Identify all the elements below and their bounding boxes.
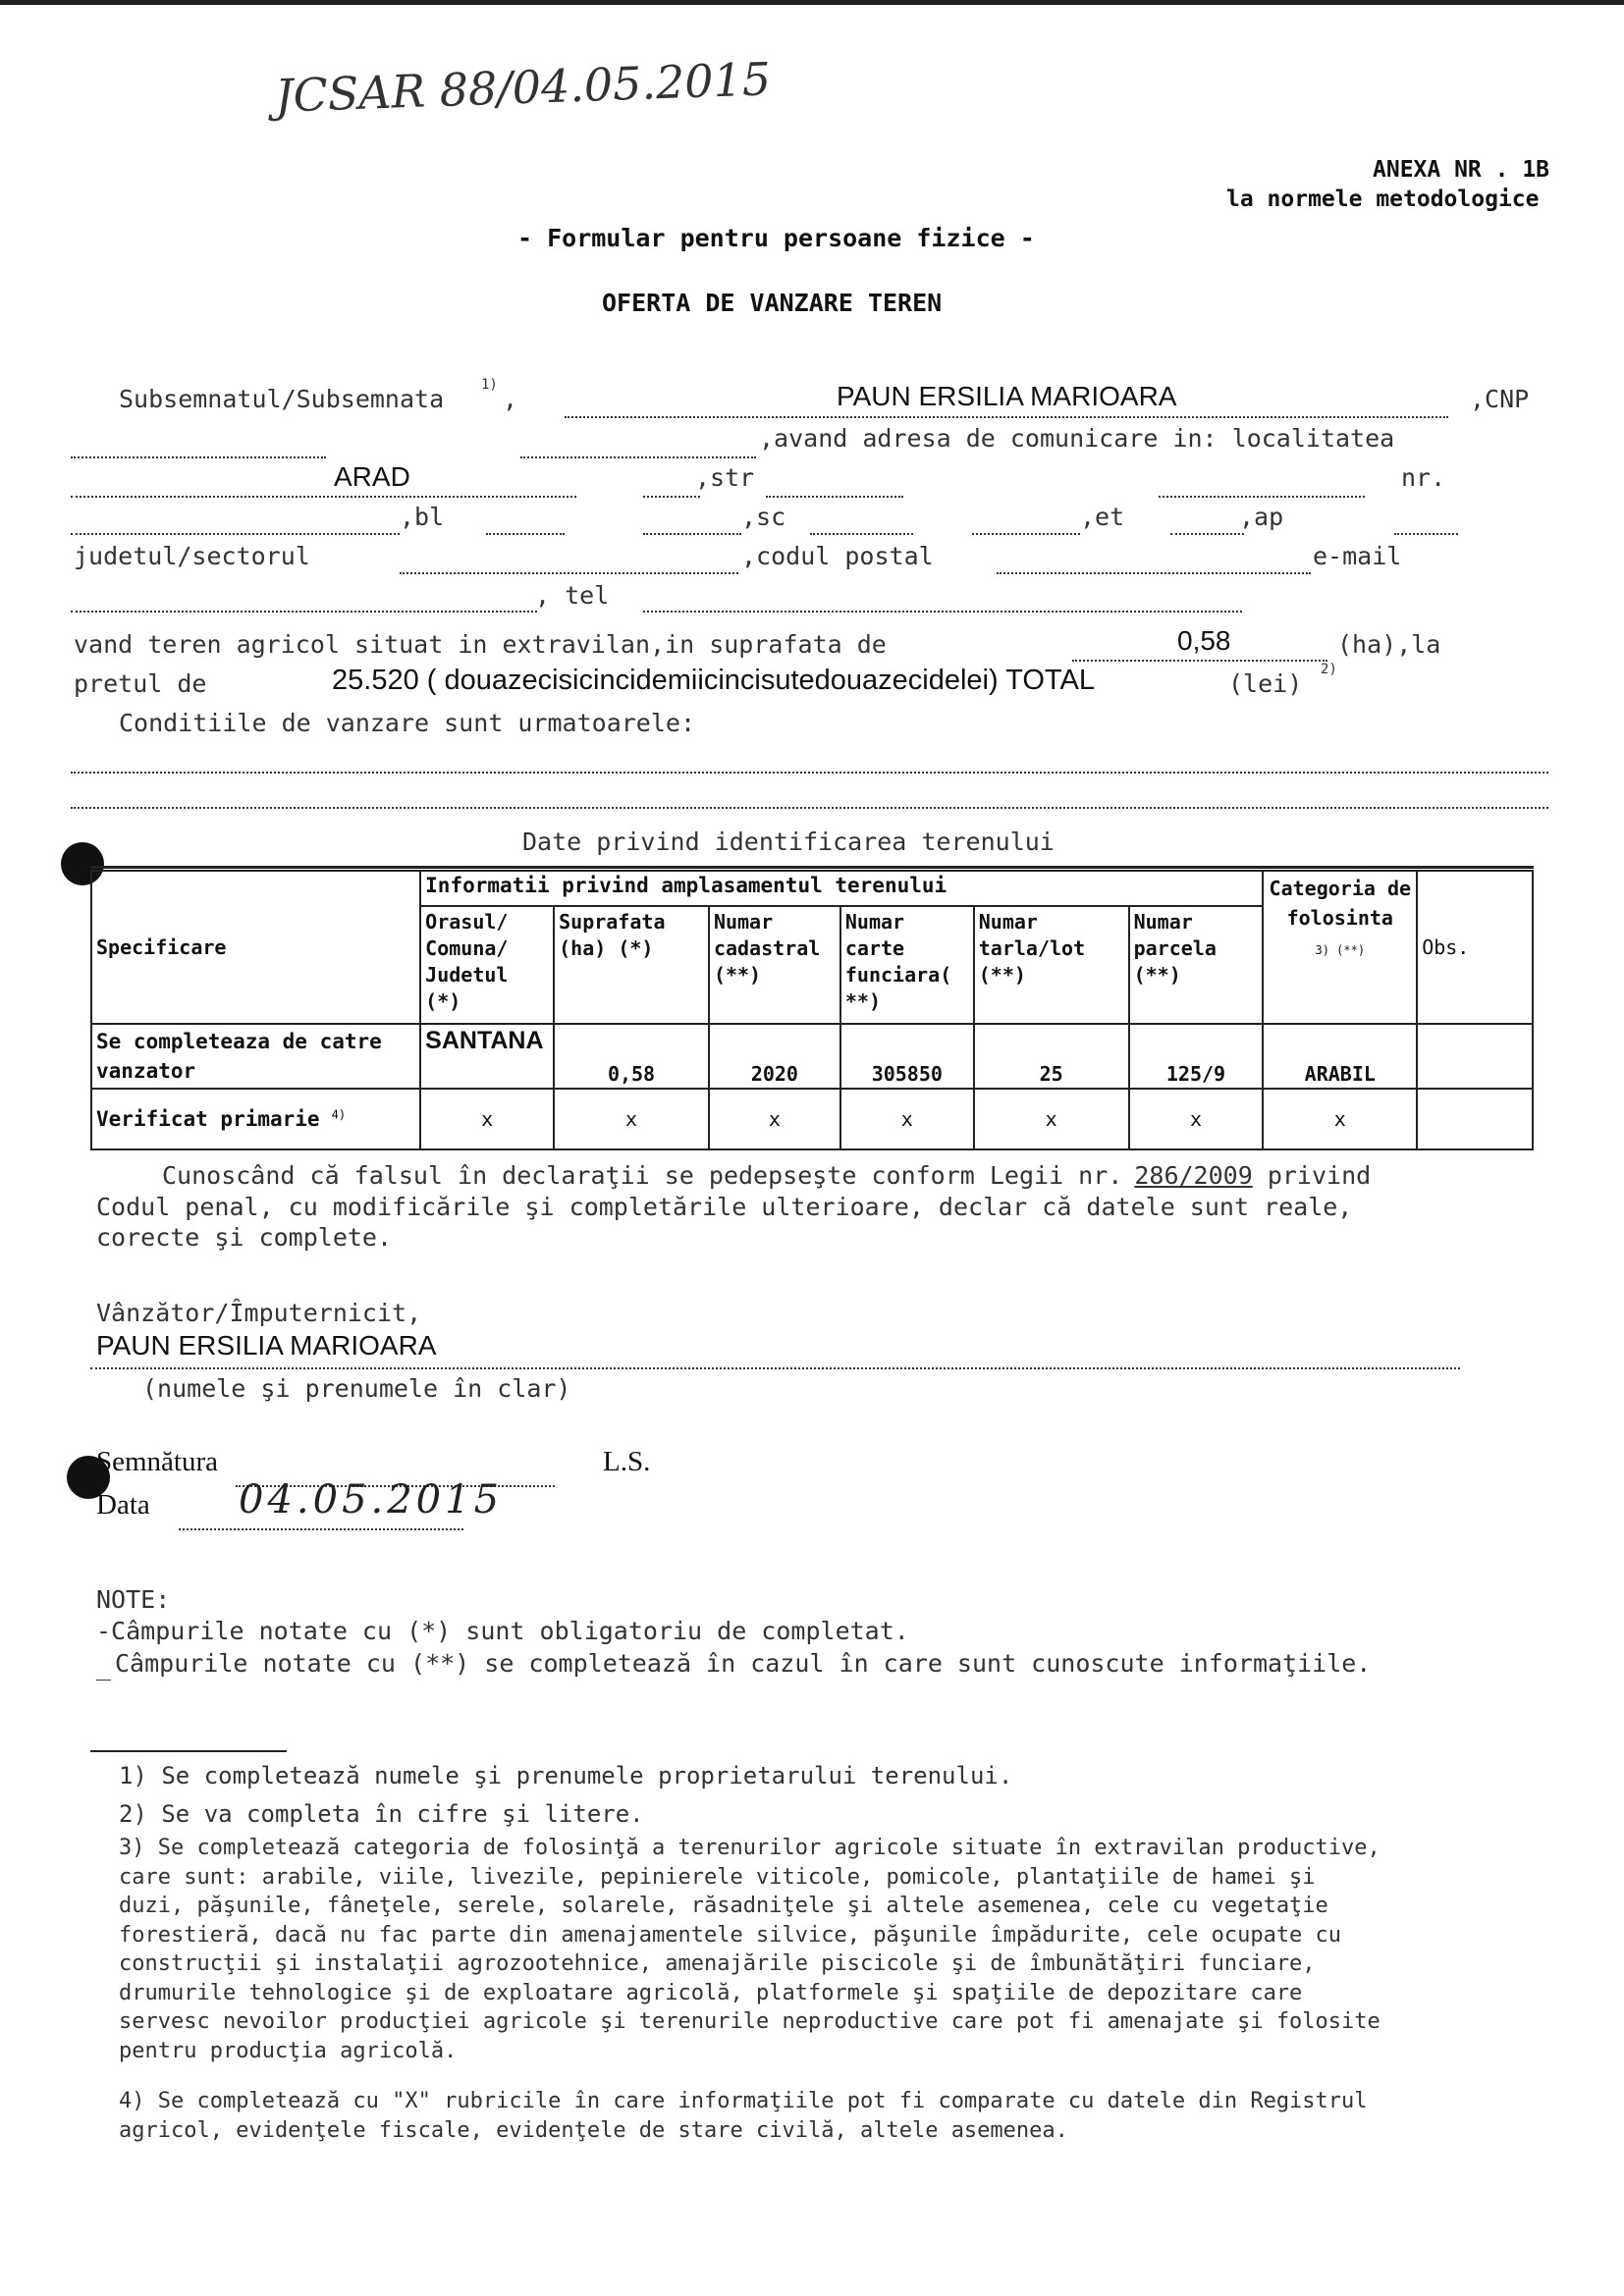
- area-field: 0,58: [1177, 625, 1231, 656]
- notes-title: NOTE:: [96, 1585, 171, 1614]
- registration-stamp: JCSAR 88/04.05.2015: [274, 52, 772, 123]
- locality-underline: [71, 496, 576, 498]
- cell-tarla: 25: [974, 1024, 1129, 1089]
- check-oras: x: [420, 1089, 554, 1149]
- cell-obs: [1417, 1024, 1533, 1089]
- row-primarie-label: Verificat primarie $^{4)}$: [91, 1089, 420, 1149]
- county-label: judetul/sectorul: [74, 542, 310, 570]
- signature-label: Semnătura: [96, 1446, 219, 1477]
- footnote-4: 4) Se completează cu "X" rubricile în care informaţiile pot fi comparate cu datele din Registrul agricol, evidenţele fiscale, evidenţele de stare civilă, altele asemenea.: [119, 2089, 1368, 2143]
- tel-label: , tel: [535, 581, 610, 610]
- ap-underline: [1394, 533, 1458, 535]
- note-optional-dash: _: [96, 1652, 112, 1681]
- postal-label: ,codul postal: [741, 542, 934, 570]
- date-label: Data: [96, 1489, 150, 1521]
- cell-carte: 305850: [840, 1024, 974, 1089]
- subsemnatul-label: Subsemnatul/Subsemnata: [119, 385, 445, 413]
- tel-underline: [643, 611, 1242, 613]
- cnp-label: ,CNP: [1470, 385, 1530, 413]
- check-tarla: x: [974, 1089, 1129, 1149]
- owner-name-underline: [565, 416, 1448, 418]
- et-underline: [1170, 533, 1244, 535]
- locality-field: ARAD: [334, 461, 410, 492]
- sc-underline: [810, 533, 913, 535]
- check-suprafata: x: [554, 1089, 709, 1149]
- footnote-1: 1) Se completează numele şi prenumele proprietarului terenului.: [119, 1762, 1013, 1789]
- str-label: ,str: [695, 463, 755, 492]
- check-obs: [1417, 1089, 1533, 1149]
- document-title: OFERTA DE VANZARE TEREN: [602, 289, 943, 317]
- seller-name-underline: [90, 1367, 1460, 1369]
- postal-underline: [997, 572, 1311, 574]
- conditions-line-1: [71, 772, 1548, 774]
- conditions-label: Conditiile de vanzare sunt urmatoarele:: [119, 709, 695, 737]
- cnp-underline: [71, 456, 326, 458]
- et-label: ,et: [1080, 503, 1125, 531]
- ls-label: L.S.: [603, 1446, 651, 1477]
- seller-name-field: PAUN ERSILIA MARIOARA: [96, 1330, 437, 1361]
- str-pre-underline: [643, 496, 700, 498]
- bl-label: ,bl: [400, 503, 445, 531]
- footnote-ref-2: 2): [1321, 662, 1337, 677]
- note-optional: Câmpurile notate cu (**) se completează în cazul în care sunt cunoscute informaţiile.: [115, 1649, 1372, 1678]
- law-number: 286/2009: [1134, 1161, 1253, 1190]
- annex-number: ANEXA NR . 1B: [1373, 157, 1550, 183]
- ap-label: ,ap: [1239, 503, 1284, 531]
- nr-underline: [71, 533, 400, 535]
- footnote-3: 3) Se completează categoria de folosinţă a terenurilor agricole situate în extravilan productive, care sunt: arabile, viile, livezile, pepinierele viticole, pomicole, plantaţiile de hamei şi duzi, păşunile, fâneţele, serele, solarele, răsadniţele şi altele asemenea, cele cu vegetaţie forestieră, dacă nu fac parte din amenajamentele silvice, păşunile împădurite, cele ocupate cu construcţii şi instalaţii agrozootehnice, amenajările piscicole şi de îmbunătăţiri funciare, drumurile tehnologice şi de exploatare agricolă, platformele şi spaţiile de depozitare care servesc nevoilor producţiei agricole şi terenurile neproductive care pot fi amenajate şi folosite pentru producţia agricolă.: [119, 1836, 1380, 2063]
- cell-cadastral: 2020: [709, 1024, 840, 1089]
- header-group: Informatii privind amplasamentul terenului: [420, 871, 1263, 906]
- email-label: e-mail: [1313, 542, 1402, 570]
- header-categoria: Categoria de folosinta 3) (**): [1263, 871, 1417, 1024]
- check-categoria: x: [1263, 1089, 1417, 1149]
- area-unit: (ha),la: [1337, 630, 1441, 659]
- price-label: pretul de: [74, 669, 207, 698]
- header-carte: Numar carte funciara( **): [840, 906, 974, 1024]
- check-parcela: x: [1129, 1089, 1264, 1149]
- sale-text: vand teren agricol situat in extravilan,in suprafata de: [74, 630, 887, 659]
- address-label: ,avand adresa de comunicare in: localitatea: [759, 424, 1395, 453]
- form-type: - Formular pentru persoane fizice -: [517, 224, 1035, 252]
- nr-label: nr.: [1401, 463, 1446, 492]
- comma-1: ,: [503, 385, 518, 413]
- table-top-rule: [90, 866, 1534, 869]
- et-pre-underline: [972, 533, 1080, 535]
- header-specificare: Specificare: [91, 871, 420, 1024]
- price-unit: (lei): [1228, 669, 1303, 698]
- cnp-underline-2: [520, 456, 756, 458]
- row-seller-label: Se completeaza de catre vanzator: [91, 1024, 420, 1089]
- header-oras: Orasul/ Comuna/ Judetul (*): [420, 906, 554, 1024]
- cell-categoria: ARABIL: [1263, 1024, 1417, 1089]
- header-suprafata: Suprafata (ha) (*): [554, 906, 709, 1024]
- cell-oras: SANTANA: [420, 1024, 554, 1089]
- footnote-ref-1: 1): [481, 377, 498, 393]
- header-cadastral: Numar cadastral (**): [709, 906, 840, 1024]
- conditions-line-2: [71, 807, 1548, 809]
- date-field: 04.05.2015: [239, 1477, 504, 1522]
- declaration-line-1: Cunoscând că falsul în declaraţii se pedepseşte conform Legii nr. 286/2009 privind: [162, 1161, 1372, 1190]
- table-row-primarie: [91, 1089, 1533, 1149]
- seller-label: Vânzător/Împuternicit,: [96, 1299, 422, 1327]
- footnote-separator: [90, 1750, 287, 1752]
- footnote-2: 2) Se va completa în cifre şi litere.: [119, 1800, 644, 1828]
- declaration-line-3: corecte şi complete.: [96, 1223, 393, 1252]
- sc-label: ,sc: [741, 503, 786, 531]
- street-underline-2: [1159, 496, 1365, 498]
- table-row-seller: [91, 1024, 1533, 1089]
- top-edge-line: [0, 0, 1624, 5]
- table-caption: Date privind identificarea terenului: [522, 828, 1055, 856]
- email-underline: [71, 611, 537, 613]
- cell-parcela: 125/9: [1129, 1024, 1264, 1089]
- county-underline: [400, 572, 738, 574]
- annex-subtitle: la normele metodologice: [1226, 187, 1540, 212]
- price-field: 25.520 ( douazecisicincidemiicincisutedouazecidelei) TOTAL: [332, 665, 1095, 696]
- header-obs: Obs.: [1417, 871, 1533, 1024]
- check-carte: x: [840, 1089, 974, 1149]
- cell-suprafata: 0,58: [554, 1024, 709, 1089]
- sc-pre-underline: [643, 533, 741, 535]
- area-underline: [1072, 660, 1327, 662]
- name-hint: (numele şi prenumele în clar): [142, 1374, 571, 1403]
- owner-name-field: PAUN ERSILIA MARIOARA: [837, 381, 1177, 411]
- date-underline: [179, 1528, 463, 1530]
- bl-underline: [486, 533, 565, 535]
- header-tarla: Numar tarla/lot (**): [974, 906, 1129, 1024]
- note-required: -Câmpurile notate cu (*) sunt obligatoriu de completat.: [96, 1617, 909, 1645]
- header-parcela: Numar parcela (**): [1129, 906, 1264, 1024]
- land-identification-table: [90, 870, 1534, 1150]
- check-cadastral: x: [709, 1089, 840, 1149]
- street-underline: [766, 496, 903, 498]
- declaration-line-2: Codul penal, cu modificările şi completările ulterioare, declar că datele sunt reale,: [96, 1193, 1353, 1221]
